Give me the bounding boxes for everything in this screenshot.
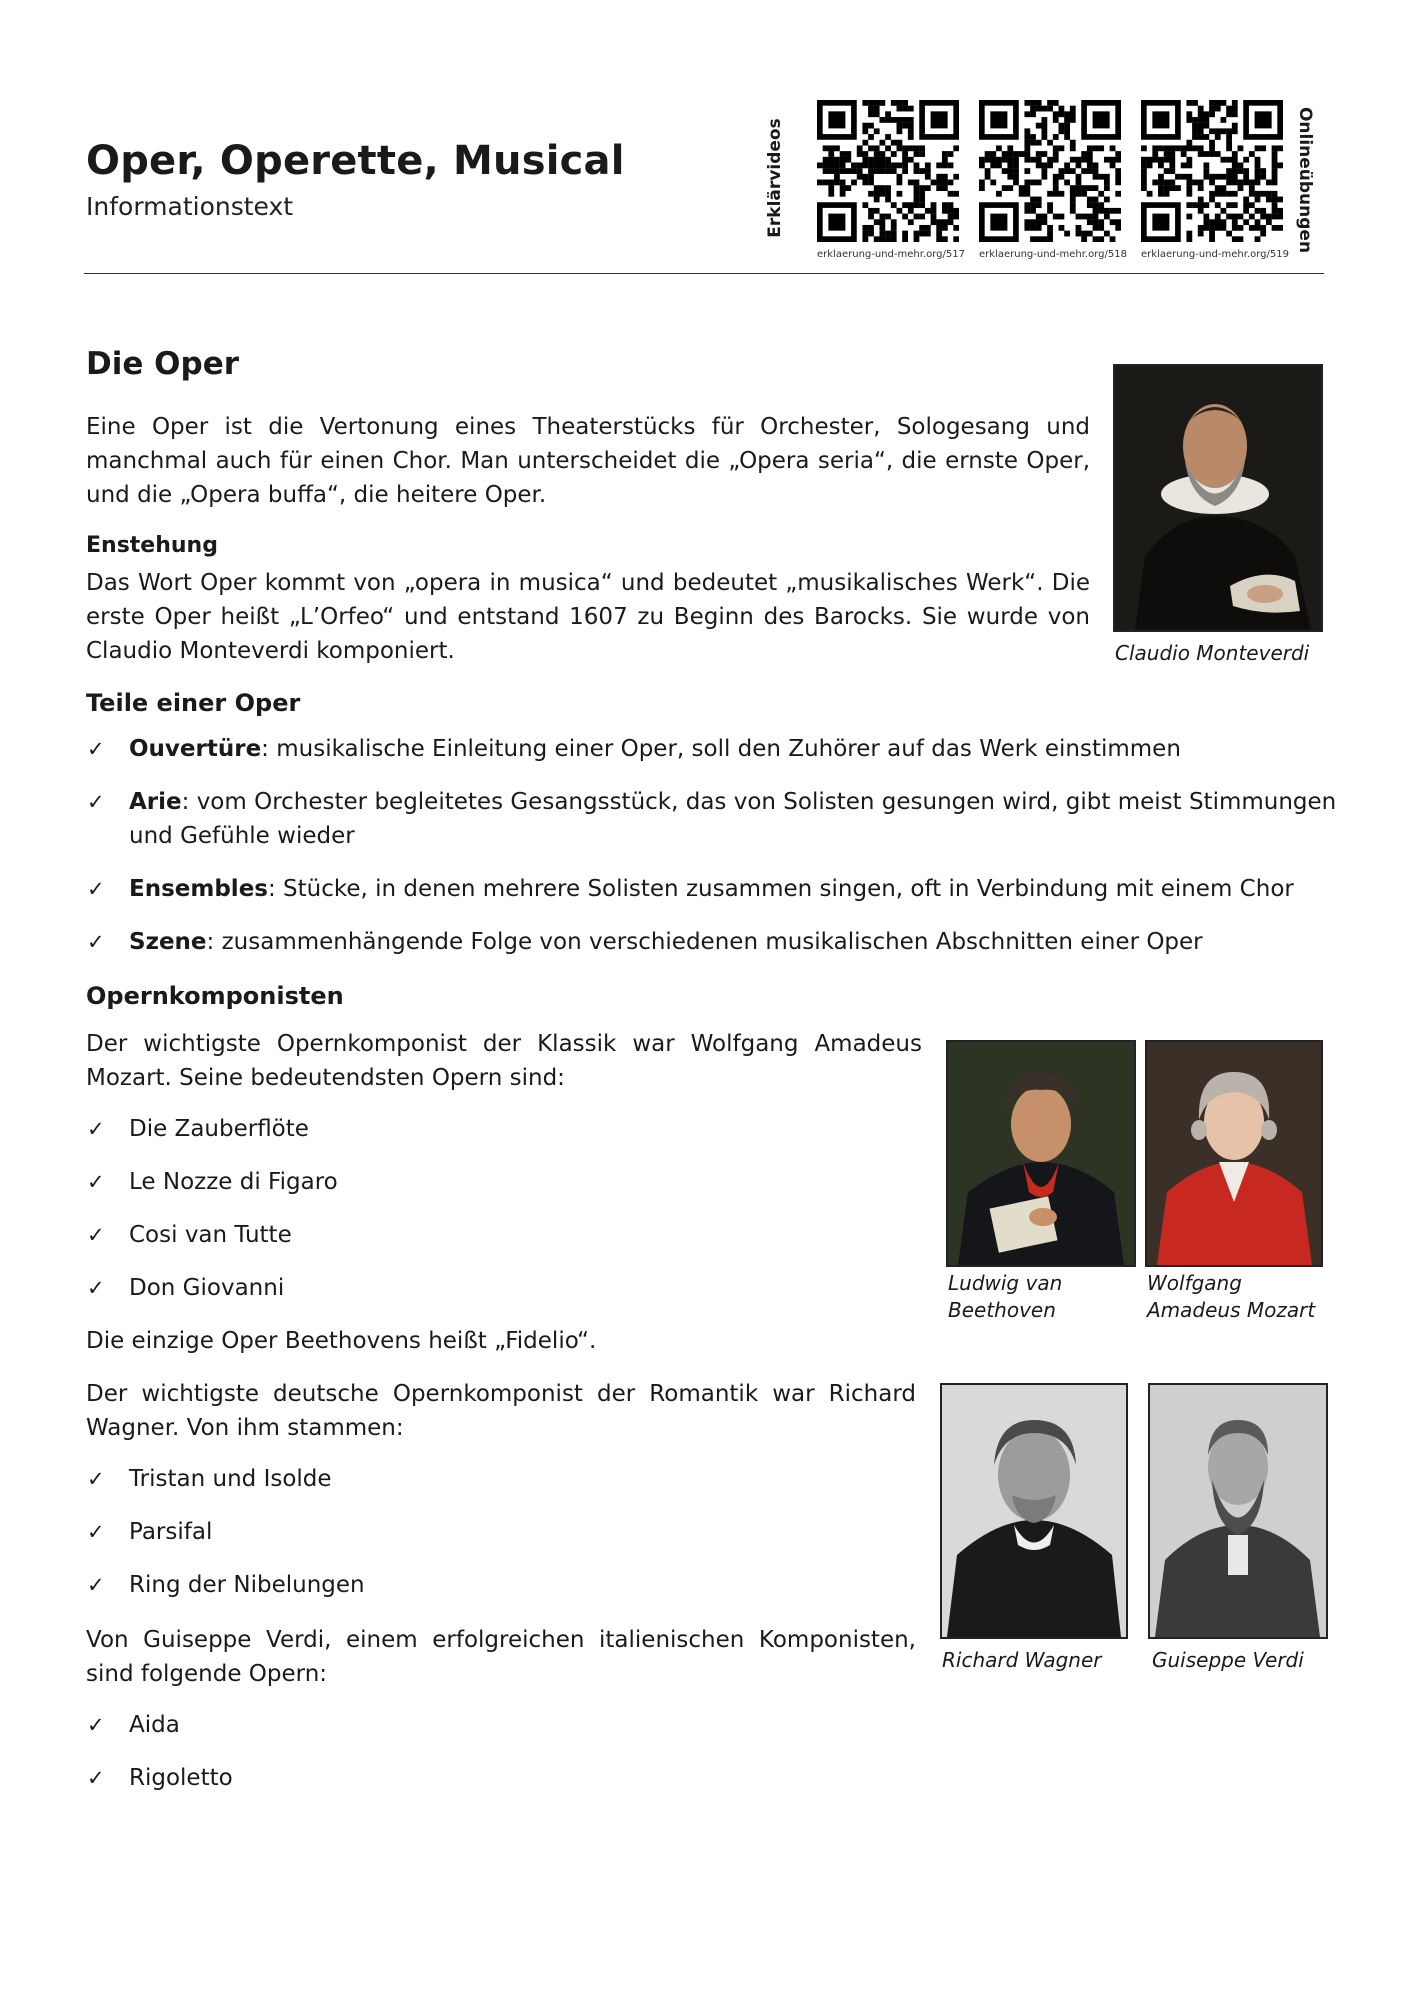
checkmark-icon: ✓	[87, 1573, 105, 1597]
qr-code-icon[interactable]	[1141, 100, 1283, 242]
qr-url-link[interactable]: erklaerung-und-mehr.org/519	[1141, 249, 1289, 260]
list-item	[86, 1568, 365, 1602]
term-description: : vom Orchester begleitetes Gesangsstück, das von Solisten gesungen wird, gibt meist Stimmungen und Gefühle wieder	[129, 789, 1337, 849]
list-item	[86, 785, 1346, 853]
entstehung-heading: Enstehung	[86, 533, 218, 558]
list-item	[86, 1218, 338, 1252]
qr-url-link[interactable]: erklaerung-und-mehr.org/518	[979, 249, 1127, 260]
beethoven-caption-line-2: Beethoven	[948, 1298, 1056, 1322]
verdi-intro-paragraph: Von Guiseppe Verdi, einem erfolgreichen italienischen Komponisten, sind folgende Opern:	[86, 1627, 916, 1687]
teile-list	[86, 732, 1346, 959]
list-item	[86, 1708, 233, 1742]
wagner-intro-paragraph: Der wichtigste deutsche Opernkomponist der Romantik war Richard Wagner. Von ihm stammen:	[86, 1381, 916, 1441]
checkmark-icon: ✓	[87, 930, 105, 954]
checkmark-icon: ✓	[87, 1713, 105, 1737]
wagner-operas-list	[86, 1462, 365, 1602]
wagner-portrait	[940, 1383, 1128, 1639]
page-subtitle: Informationstext	[86, 192, 294, 221]
term-description: : zusammenhängende Folge von verschiedenen musikalischen Abschnitten einer Oper	[206, 929, 1203, 955]
opera-title: Tristan und Isolde	[129, 1466, 332, 1492]
beethoven-caption-line-1: Ludwig van	[948, 1271, 1063, 1295]
header-divider	[84, 273, 1324, 274]
qr-code-icon[interactable]	[817, 100, 959, 242]
opera-title: Cosi van Tutte	[129, 1222, 292, 1248]
verdi-portrait	[1148, 1383, 1328, 1639]
list-item	[86, 1761, 233, 1795]
opera-title: Die Zauberflöte	[129, 1116, 309, 1142]
beethoven-portrait	[946, 1040, 1136, 1267]
checkmark-icon: ✓	[87, 1520, 105, 1544]
term-label: Szene	[129, 929, 207, 955]
list-item	[86, 1515, 365, 1549]
checkmark-icon: ✓	[87, 790, 105, 814]
list-item	[86, 925, 1346, 959]
opera-title: Le Nozze di Figaro	[129, 1169, 338, 1195]
checkmark-icon: ✓	[87, 1276, 105, 1300]
section-heading-oper: Die Oper	[86, 346, 240, 382]
term-label: Arie	[129, 789, 182, 815]
onlineuebungen-label: Onlineübungen	[1295, 106, 1315, 254]
term-description: : musikalische Einleitung einer Oper, soll den Zuhörer auf das Werk einstimmen	[261, 736, 1181, 762]
opera-title: Parsifal	[129, 1519, 213, 1545]
term-label: Ouvertüre	[129, 736, 262, 762]
mozart-caption-line-2: Amadeus Mozart	[1147, 1298, 1316, 1322]
list-item	[86, 1462, 365, 1496]
opera-title: Rigoletto	[129, 1765, 233, 1791]
mozart-portrait	[1145, 1040, 1323, 1267]
checkmark-icon: ✓	[87, 1117, 105, 1141]
list-item	[86, 1165, 338, 1199]
checkmark-icon: ✓	[87, 1467, 105, 1491]
erklaervideos-label: Erklärvideos	[765, 118, 785, 238]
checkmark-icon: ✓	[87, 1170, 105, 1194]
term-label: Ensembles	[129, 876, 268, 902]
verdi-operas-list	[86, 1708, 233, 1795]
opera-title: Aida	[129, 1712, 180, 1738]
mozart-operas-list	[86, 1112, 338, 1305]
term-description: : Stücke, in denen mehrere Solisten zusammen singen, oft in Verbindung mit einem Chor	[267, 876, 1294, 902]
mozart-caption-line-1: Wolfgang	[1147, 1271, 1242, 1295]
beethoven-paragraph: Die einzige Oper Beethovens heißt „Fidelio“.	[86, 1328, 597, 1354]
checkmark-icon: ✓	[87, 737, 105, 761]
qr-url-link[interactable]: erklaerung-und-mehr.org/517	[817, 249, 965, 260]
list-item	[86, 1271, 338, 1305]
list-item	[86, 732, 1346, 766]
qr-code-icon[interactable]	[979, 100, 1121, 242]
list-item	[86, 872, 1346, 906]
checkmark-icon: ✓	[87, 877, 105, 901]
verdi-caption: Guiseppe Verdi	[1152, 1648, 1304, 1672]
wagner-caption: Richard Wagner	[942, 1648, 1102, 1672]
page-title: Oper, Operette, Musical	[86, 138, 625, 184]
entstehung-paragraph: Das Wort Oper kommt von „opera in musica“ und bedeutet „musikalisches Werk“. Die erste Oper heißt „L’Orfeo“ und entstand 1607 zu Beginn des Barocks. Sie wurde von Claudio Monteverdi komponiert.	[86, 570, 1090, 664]
monteverdi-caption: Claudio Monteverdi	[1115, 641, 1310, 665]
checkmark-icon: ✓	[87, 1223, 105, 1247]
list-item	[86, 1112, 338, 1146]
komponisten-heading: Opernkomponisten	[86, 982, 344, 1010]
opera-title: Don Giovanni	[129, 1275, 285, 1301]
mozart-intro-paragraph: Der wichtigste Opernkomponist der Klassik war Wolfgang Amadeus Mozart. Seine bedeutendsten Opern sind:	[86, 1031, 922, 1091]
monteverdi-portrait	[1113, 364, 1323, 632]
opera-title: Ring der Nibelungen	[129, 1572, 365, 1598]
checkmark-icon: ✓	[87, 1766, 105, 1790]
oper-intro-paragraph: Eine Oper ist die Vertonung eines Theaterstücks für Orchester, Sologesang und manchmal auch für einen Chor. Man unterscheidet die „Opera seria“, die ernste Oper, und die „Opera buffa“, die heitere Oper.	[86, 414, 1090, 508]
teile-heading: Teile einer Oper	[86, 689, 301, 717]
